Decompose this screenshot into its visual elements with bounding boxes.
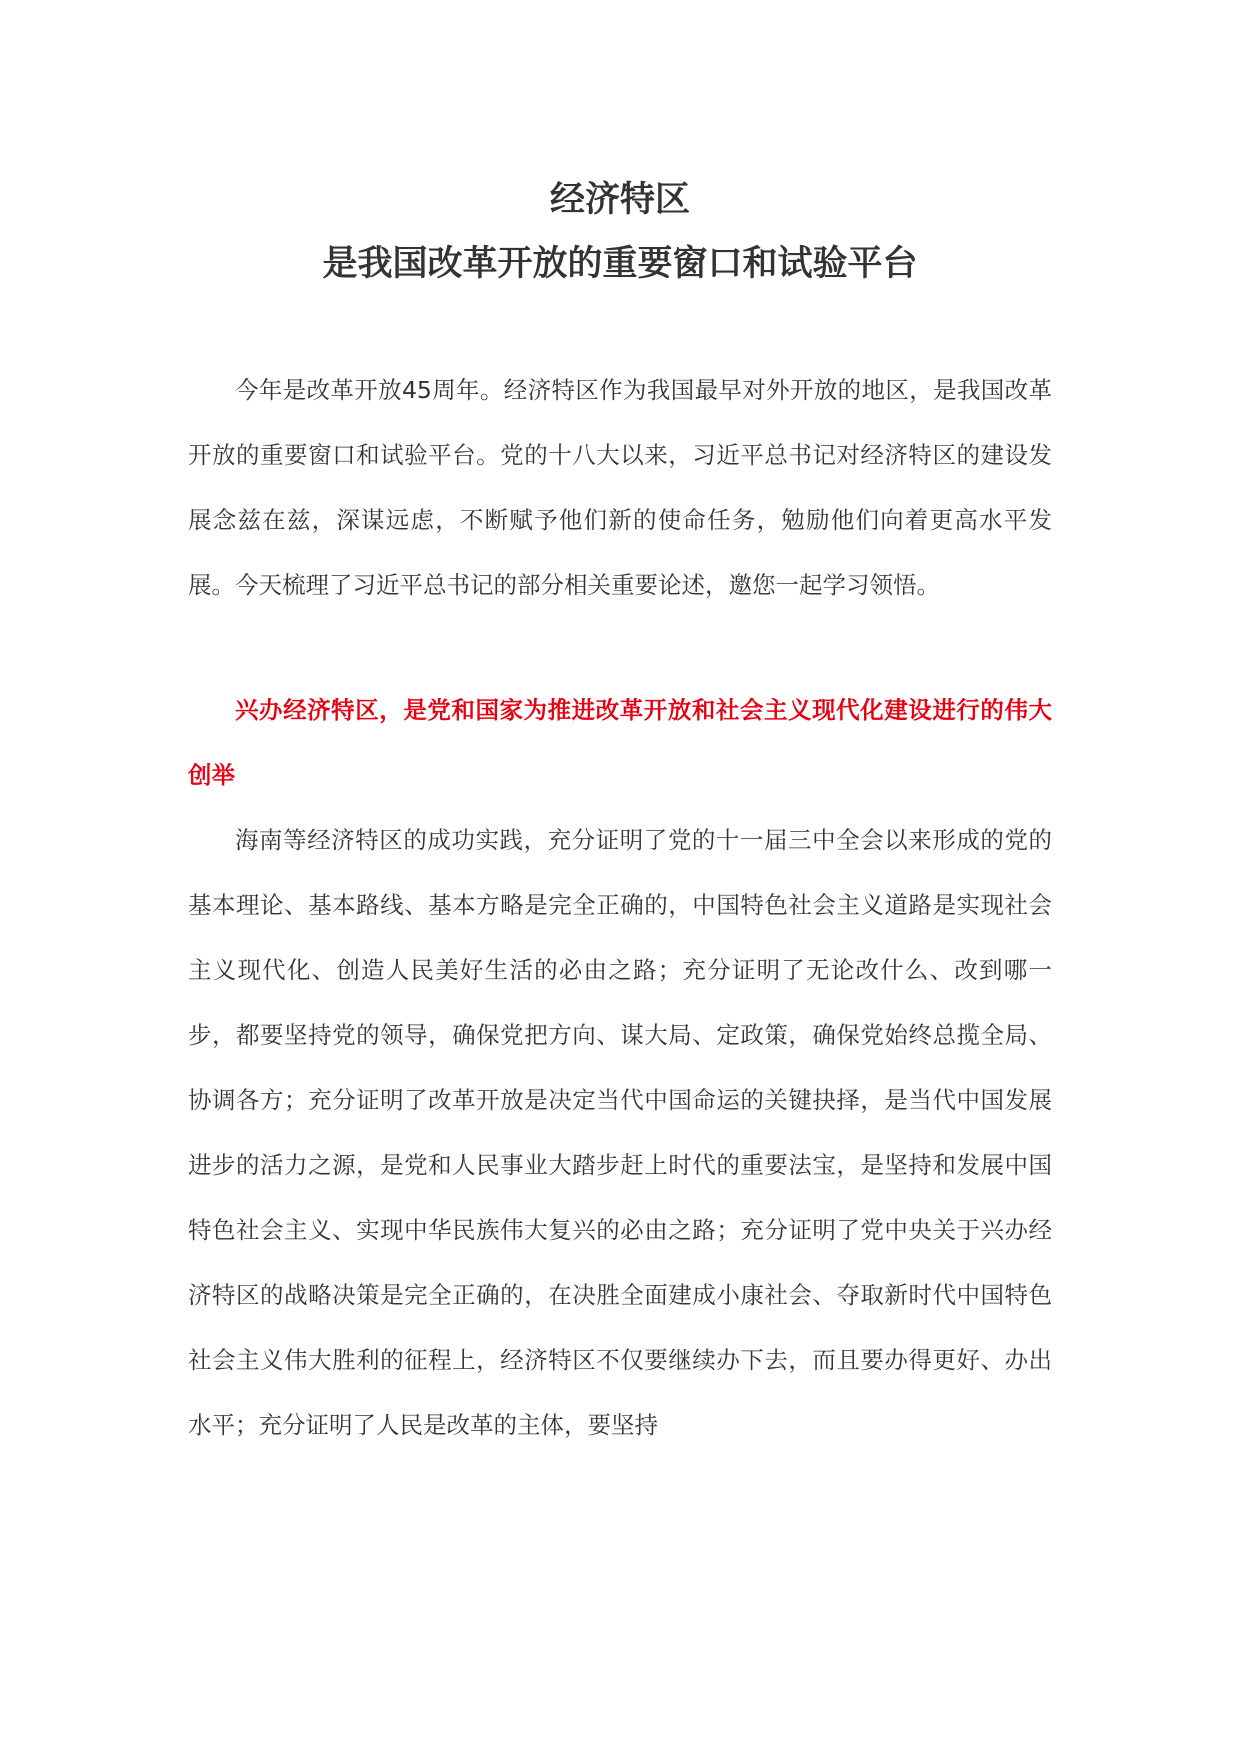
section-body-paragraph: 海南等经济特区的成功实践，充分证明了党的十一届三中全会以来形成的党的基本理论、基本路线、基本方略是完全正确的，中国特色社会主义道路是实现社会主义现代化、创造人民美好生活的必由之路；充分证明了无论改什么、改到哪一步，都要坚持党的领导，确保党把方向、谋大局、定政策，确保党始终总揽全局、协调各方；充分证明了改革开放是决定当代中国命运的关键抉择，是当代中国发展进步的活力之源，是党和人民事业大踏步赶上时代的重要法宝，是坚持和发展中国特色社会主义、实现中华民族伟大复兴的必由之路；充分证明了党中央关于兴办经济特区的战略决策是完全正确的，在决胜全面建成小康社会、夺取新时代中国特色社会主义伟大胜利的征程上，经济特区不仅要继续办下去，而且要办得更好、办出水平；充分证明了人民是改革的主体，要坚持 [188, 826, 1052, 1439]
document-title [0, 168, 1240, 296]
section-heading: 兴办经济特区，是党和国家为推进改革开放和社会主义现代化建设进行的伟大创举 [188, 696, 1052, 789]
intro-paragraph: 今年是改革开放45周年。经济特区作为我国最早对外开放的地区，是我国改革开放的重要窗口和试验平台。党的十八大以来，习近平总书记对经济特区的建设发展念兹在兹，深谋远虑，不断赋予他们新的使命任务，勉励他们向着更高水平发展。今天梳理了习近平总书记的部分相关重要论述，邀您一起学习领悟。 [188, 376, 1052, 599]
title-line-2: 是我国改革开放的重要窗口和试验平台 [322, 244, 918, 284]
document-body [188, 358, 1052, 1458]
title-line-1: 经济特区 [549, 180, 690, 220]
